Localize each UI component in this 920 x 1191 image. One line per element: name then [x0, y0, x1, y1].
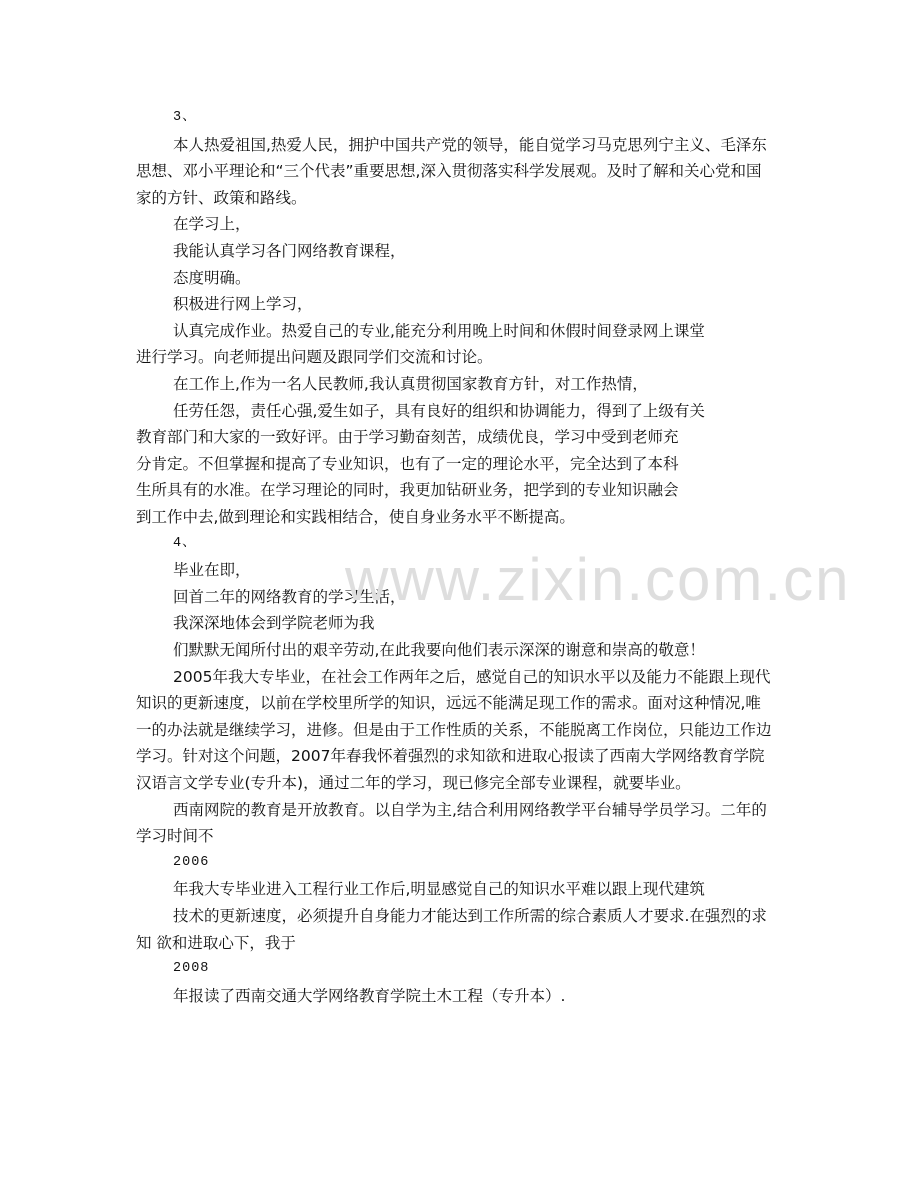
document-line: 我深深地体会到学院老师为我 — [173, 614, 375, 632]
document-line: 2008 — [173, 961, 210, 976]
document-line: 西南网院的教育是开放教育。以自学为主,结合利用网络教学平台辅导学员学习。二年的 — [173, 801, 767, 819]
document-line: 知 欲和进取心下，我于 — [136, 934, 296, 952]
document-line: 技术的更新速度，必须提升自身能力才能达到工作所需的综合素质人才要求.在强烈的求 — [173, 907, 767, 925]
document-line: 汉语言文学专业(专升本)，通过二年的学习，现已修完全部专业课程，就要毕业。 — [136, 774, 691, 792]
document-line: 到工作中去,做到理论和实践相结合，使自身业务水平不断提高。 — [136, 508, 575, 526]
document-line: 生所具有的水准。在学习理论的同时，我更加钻研业务，把学到的专业知识融会 — [136, 481, 679, 499]
document-line: 学习时间不 — [136, 827, 214, 845]
document-line: 毕业在即， — [173, 561, 251, 579]
document-line: 我能认真学习各门网络教育课程， — [173, 242, 406, 260]
document-line: 积极进行网上学习， — [173, 295, 313, 313]
document-line: 任劳任怨，责任心强,爱生如子，具有良好的组织和协调能力，得到了上级有关 — [173, 402, 705, 420]
document-line: 态度明确。 — [173, 269, 251, 287]
document-line: 们默默无闻所付出的艰辛劳动,在此我要向他们表示深深的谢意和崇高的敬意！ — [173, 641, 705, 659]
document-line: 3、 — [173, 110, 197, 125]
document-line: 思想、邓小平理论和“三个代表”重要思想,深入贯彻落实科学发展观。及时了解和关心党和国 — [136, 162, 762, 180]
document-line: 4、 — [173, 536, 197, 551]
document-line: 教育部门和大家的一致好评。由于学习勤奋刻苦，成绩优良，学习中受到老师充 — [136, 428, 679, 446]
watermark: www.zixin.com.cn — [345, 546, 851, 613]
document-line: 家的方针、政策和路线。 — [136, 189, 307, 207]
document-line: 学习。针对这个问题，2007年春我怀着强烈的求知欲和进取心报读了西南大学网络教育学院 — [136, 747, 765, 765]
document-line: 在工作上,作为一名人民教师,我认真贯彻国家教育方针，对工作热情， — [173, 375, 648, 393]
document-line: 认真完成作业。热爱自己的专业,能充分利用晚上时间和休假时间登录网上课堂 — [173, 322, 705, 340]
document-line: 年我大专毕业进入工程行业工作后,明显感觉自己的知识水平难以跟上现代建筑 — [173, 880, 705, 898]
document-line: 进行学习。向老师提出问题及跟同学们交流和讨论。 — [136, 348, 493, 366]
document-line: 本人热爱祖国,热爱人民，拥护中国共产党的领导，能自觉学习马克思列宁主义、毛泽东 — [173, 136, 767, 154]
document-line: 在学习上， — [173, 215, 251, 233]
document-line: 2005年我大专毕业，在社会工作两年之后，感觉自己的知识水平以及能力不能跟上现代 — [173, 668, 771, 686]
document-line: 分肯定。不但掌握和提高了专业知识，也有了一定的理论水平，完全达到了本科 — [136, 455, 679, 473]
document-line: 2006 — [173, 855, 210, 870]
document-line: 知识的更新速度，以前在学校里所学的知识，远远不能满足现工作的需求。面对这种情况,唯 — [136, 694, 761, 712]
document-line: 年报读了西南交通大学网络教育学院土木工程（专升本）. — [173, 987, 566, 1005]
document-line: 一的办法就是继续学习，进修。但是由于工作性质的关系，不能脱离工作岗位，只能边工作边 — [136, 721, 772, 739]
document-line: 回首二年的网络教育的学习生活， — [173, 588, 406, 606]
